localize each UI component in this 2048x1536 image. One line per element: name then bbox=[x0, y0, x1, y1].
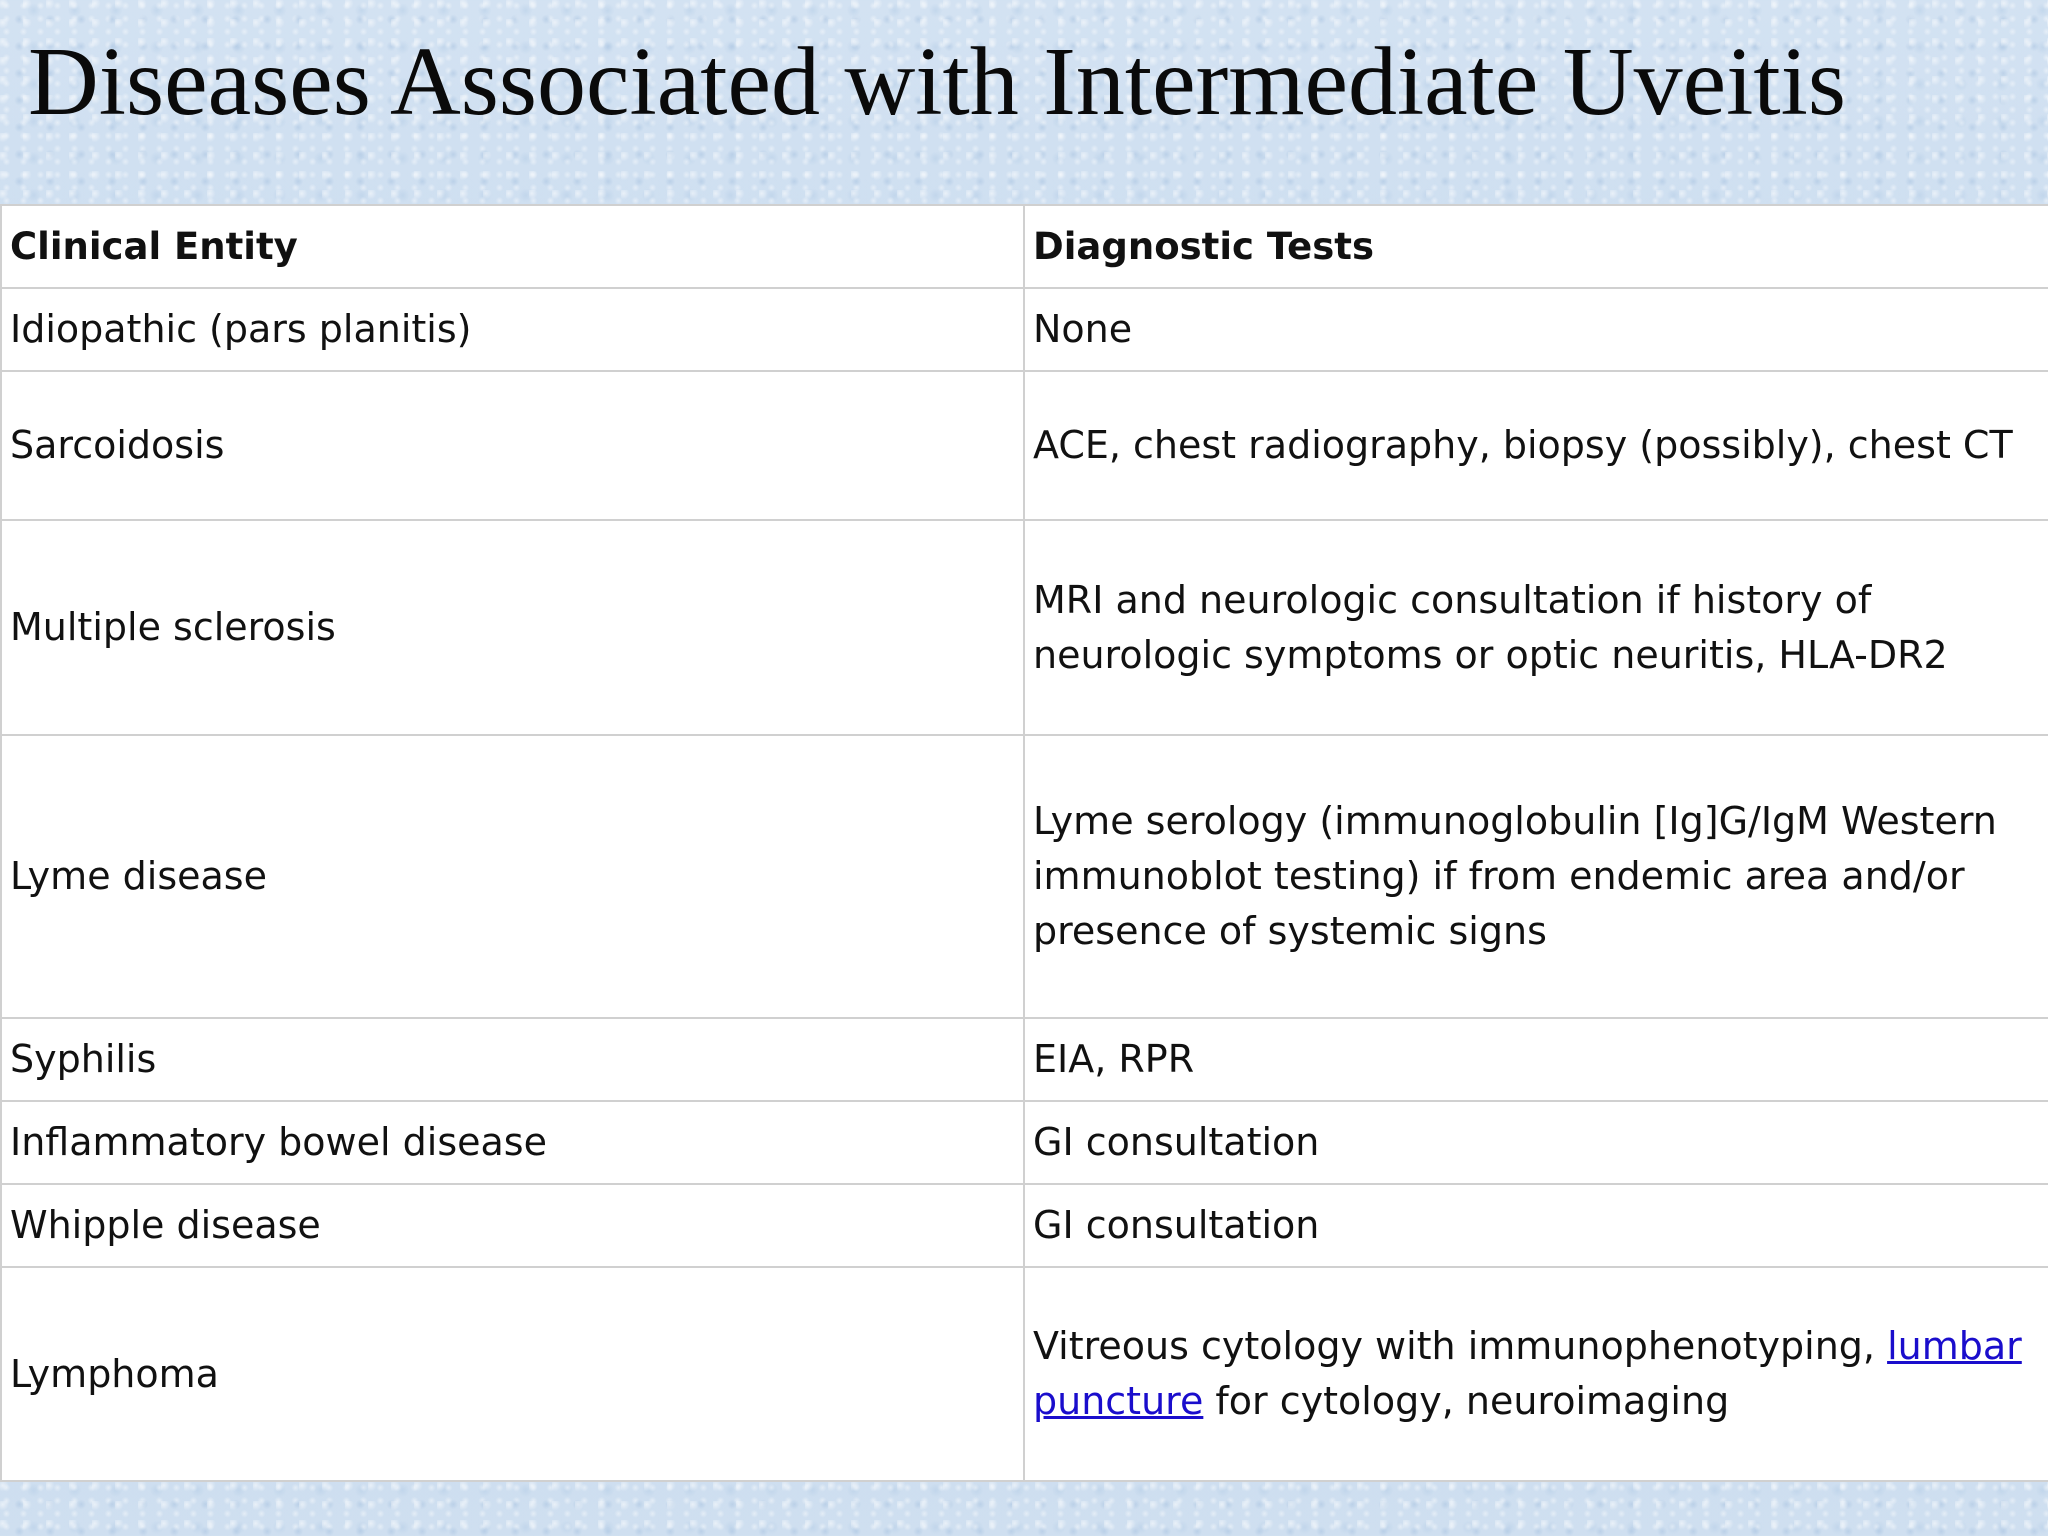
clinical-entity-cell: Multiple sclerosis bbox=[1, 520, 1024, 735]
clinical-entity-cell: Idiopathic (pars planitis) bbox=[1, 288, 1024, 371]
clinical-entity-cell: Syphilis bbox=[1, 1018, 1024, 1101]
diseases-table bbox=[0, 204, 2048, 1482]
clinical-entity-cell: Sarcoidosis bbox=[1, 371, 1024, 520]
clinical-entity-cell: Lyme disease bbox=[1, 735, 1024, 1018]
diagnostic-tests-cell: ACE, chest radiography, biopsy (possibly), chest CT bbox=[1024, 371, 2048, 520]
diagnostic-tests-cell bbox=[1024, 735, 2048, 1018]
lumbar-puncture-link[interactable]: lumbar bbox=[1887, 1324, 2022, 1368]
diagnostic-tests-line bbox=[1033, 1319, 2040, 1374]
diagnostic-tests-cell: EIA, RPR bbox=[1024, 1018, 2048, 1101]
diagnostic-tests-cell: GI consultation bbox=[1024, 1184, 2048, 1267]
diagnostic-tests-text: for cytology, neuroimaging bbox=[1203, 1379, 1730, 1423]
diagnostic-tests-cell: GI consultation bbox=[1024, 1101, 2048, 1184]
lumbar-puncture-link[interactable]: puncture bbox=[1033, 1379, 1204, 1423]
diagnostic-tests-line: immunoblot testing) if from endemic area and/or bbox=[1033, 854, 1965, 898]
clinical-entity-cell: Whipple disease bbox=[1, 1184, 1024, 1267]
diagnostic-tests-line: Lyme serology (immunoglobulin [Ig]G/IgM Western bbox=[1033, 799, 1997, 843]
table-row bbox=[1, 1018, 2048, 1101]
header-diagnostic-tests: Diagnostic Tests bbox=[1024, 205, 2048, 288]
diagnostic-tests-line: MRI and neurologic consultation if history of bbox=[1033, 577, 1872, 622]
header-clinical-entity: Clinical Entity bbox=[1, 205, 1024, 288]
table-row bbox=[1, 520, 2048, 735]
table-header-row bbox=[1, 205, 2048, 288]
diagnostic-tests-cell: None bbox=[1024, 288, 2048, 371]
table-row bbox=[1, 735, 2048, 1018]
diagnostic-tests-text: Vitreous cytology with immunophenotyping, bbox=[1033, 1324, 1888, 1368]
clinical-entity-cell: Lymphoma bbox=[1, 1267, 1024, 1481]
diagnostic-tests-cell bbox=[1024, 520, 2048, 735]
diagnostic-tests-line: neurologic symptoms or optic neuritis, HLA-DR2 bbox=[1033, 632, 1948, 677]
diseases-table-container bbox=[0, 204, 2048, 1482]
diagnostic-tests-cell bbox=[1024, 1267, 2048, 1481]
diagnostic-tests-line: presence of systemic signs bbox=[1033, 909, 1547, 953]
slide-title: Diseases Associated with Intermediate Uveitis bbox=[28, 28, 1846, 136]
table-row bbox=[1, 288, 2048, 371]
table-row bbox=[1, 1101, 2048, 1184]
diagnostic-tests-line bbox=[1033, 1374, 2040, 1429]
table-row bbox=[1, 371, 2048, 520]
clinical-entity-cell: Inflammatory bowel disease bbox=[1, 1101, 1024, 1184]
table-row bbox=[1, 1184, 2048, 1267]
table-row bbox=[1, 1267, 2048, 1481]
